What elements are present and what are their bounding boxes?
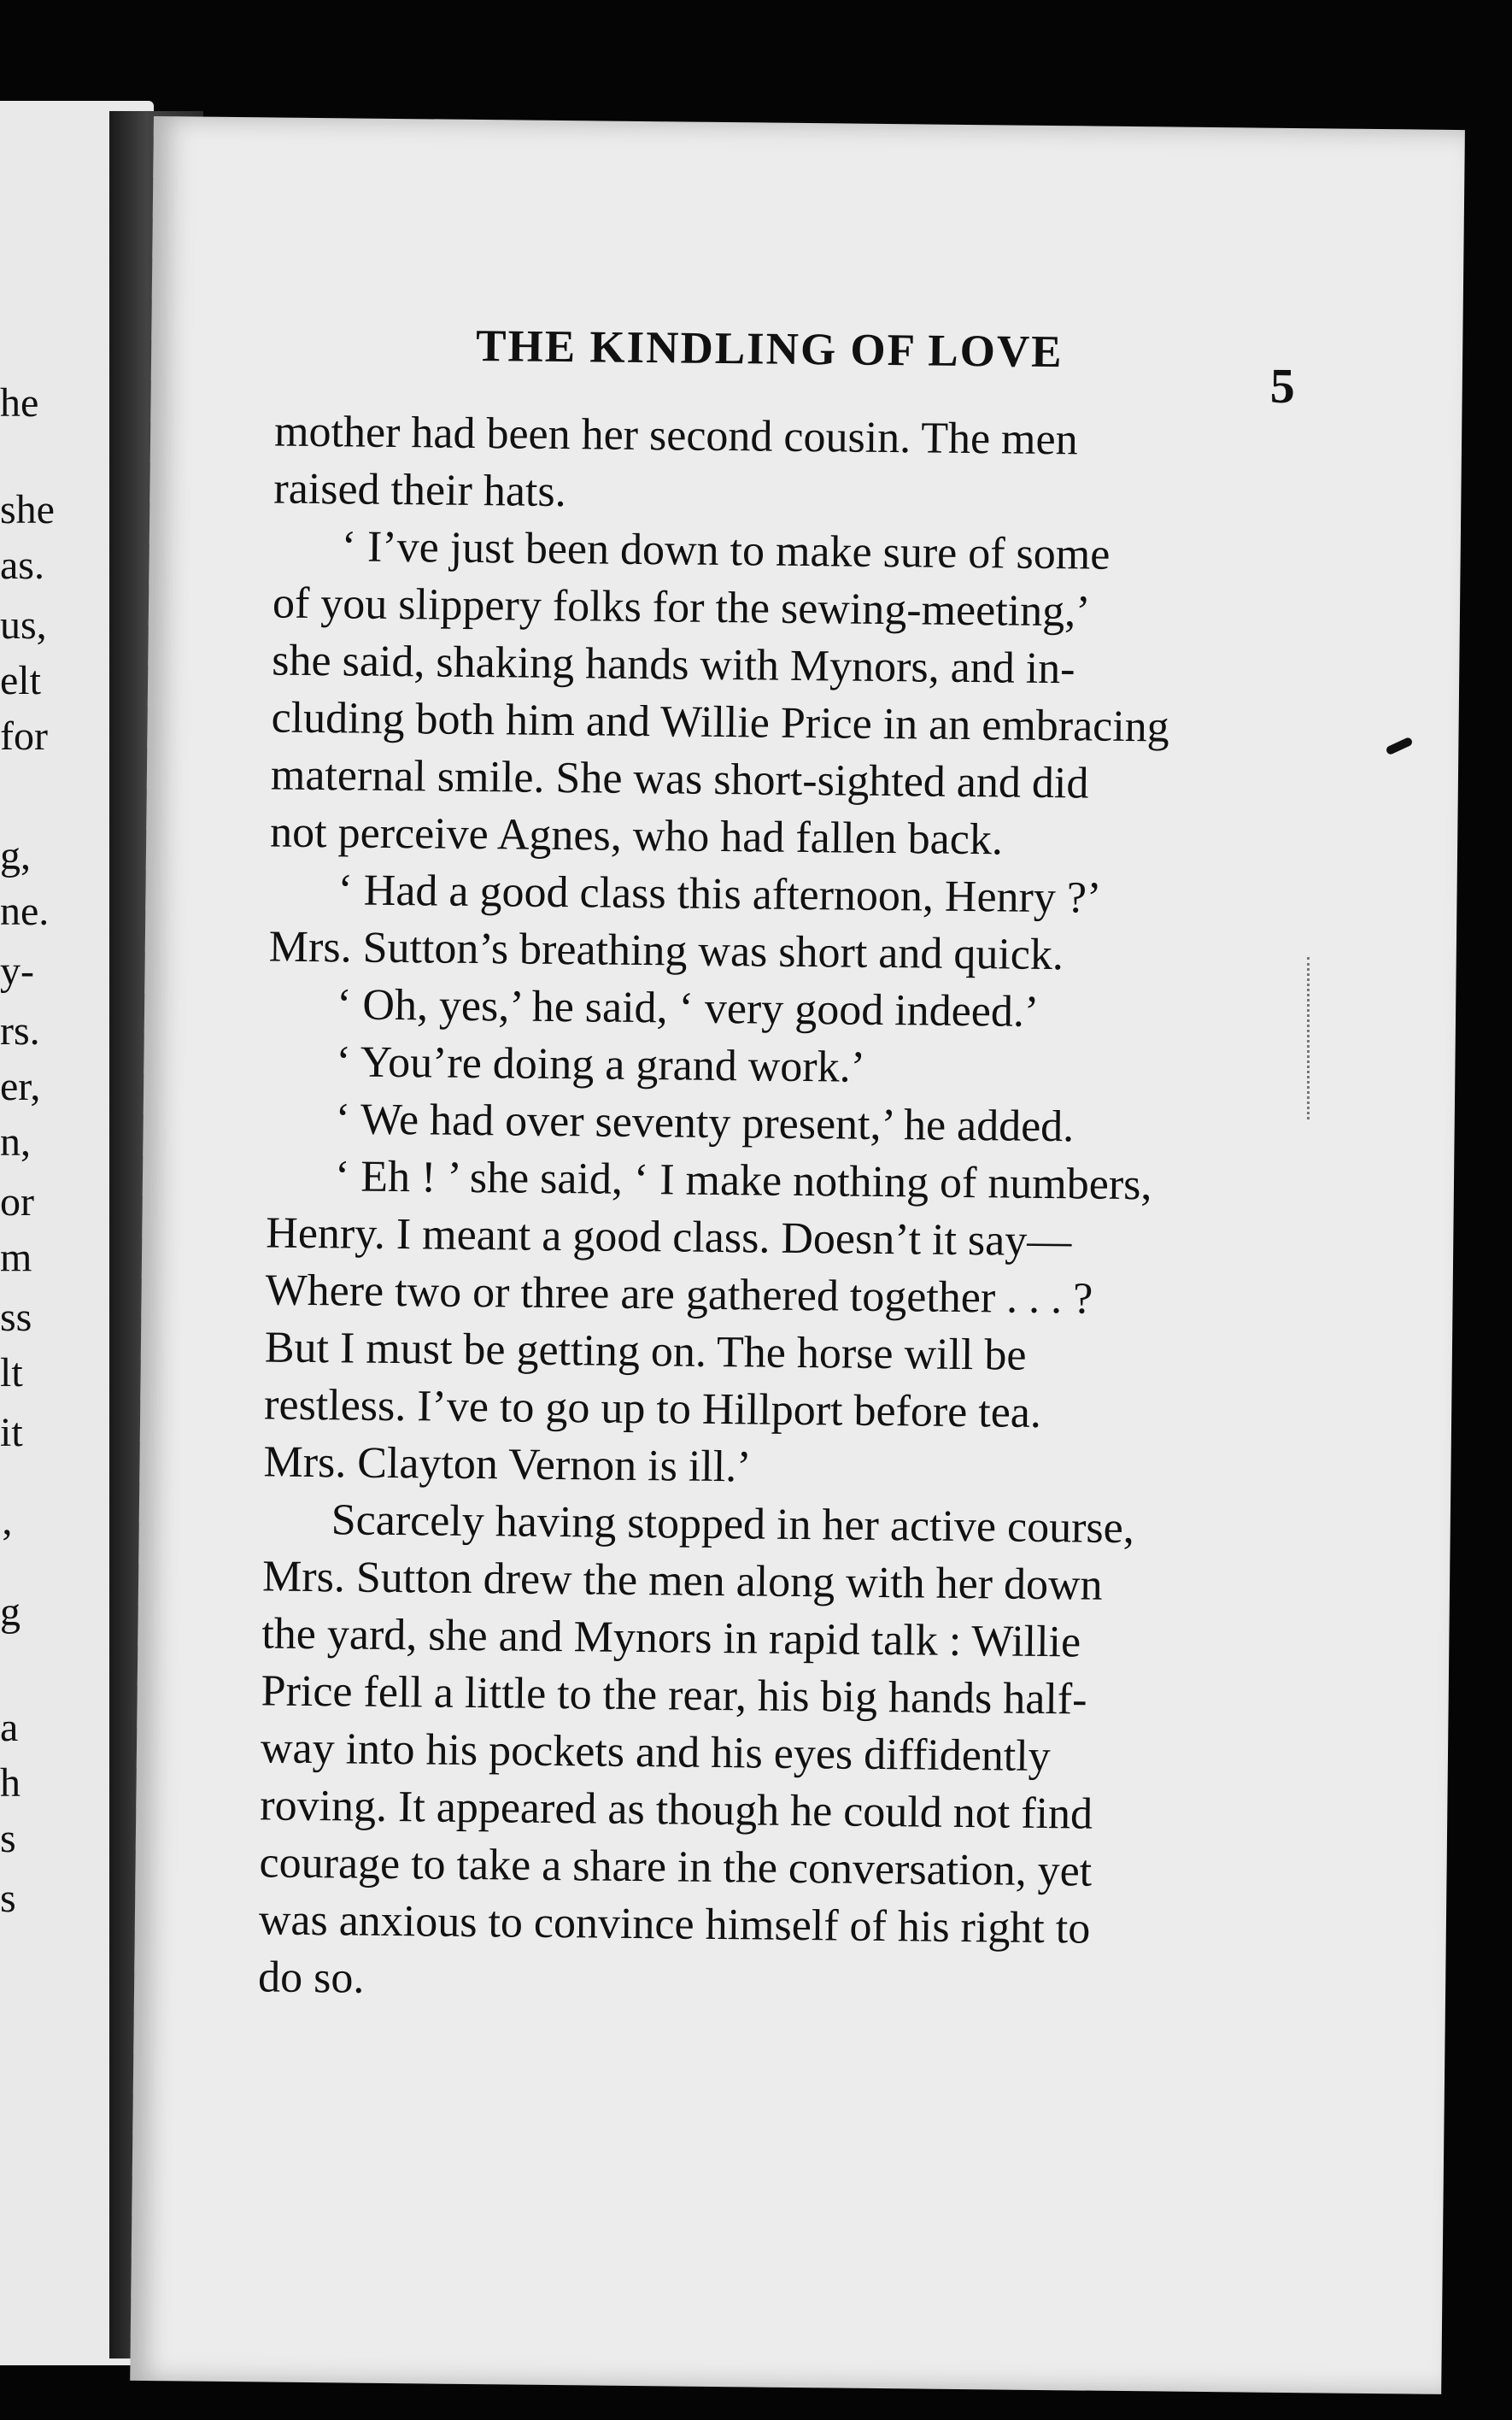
text-line: ‘ We had over seventy present,’ he added. [335,1095,1075,1152]
facing-page-fragment: it [0,1410,23,1455]
text-line: ‘ I’ve just been down to make sure of some [341,522,1111,579]
text-line: ‘ Eh ! ’ she said, ‘ I make nothing of numbers, [334,1152,1152,1210]
facing-page-fragment: s [0,1876,16,1921]
page-number: 5 [1269,357,1296,414]
facing-page-fragment: elt [0,658,41,703]
facing-page-fragment: a [0,1705,19,1750]
facing-page-fragment: rs. [0,1008,40,1054]
text-line: raised their hats. [273,464,566,517]
facing-page-fragment: h [0,1760,21,1806]
facing-page-fragment: lt [0,1350,23,1395]
text-line: do so. [257,1953,365,2003]
facing-page-fragment: she [0,487,55,532]
text-line: roving. It appeared as though he could not find [260,1781,1093,1839]
text-line: ‘ Oh, yes,’ he said, ‘ very good indeed.’ [336,980,1040,1037]
body-text [258,403,1283,2017]
facing-page-fragment: he [0,380,39,426]
book-page [130,116,1465,2394]
facing-page-fragment: n, [0,1119,31,1165]
text-line: was anxious to convince himself of his right to [258,1895,1091,1953]
facing-page-fragment: us, [0,602,47,648]
text-line: Scarcely having stopped in her active course, [331,1495,1135,1554]
text-line: of you slippery folks for the sewing-meeting,’ [272,579,1091,637]
facing-page-fragment: ’ [0,1521,14,1566]
text-line: way into his pockets and his eyes diffidently [260,1724,1052,1782]
facing-page-fragment: er, [0,1064,41,1109]
text-line: ‘ You’re doing a grand work.’ [336,1037,866,1092]
facing-page-fragment: g, [0,833,31,878]
text-line: Price fell a little to the rear, his big hands half- [261,1666,1087,1724]
text-line: Mrs. Sutton drew the men along with her down [261,1552,1103,1610]
facing-page-fragment: or [0,1179,34,1225]
text-line: Mrs. Sutton’s breathing was short and quick. [268,922,1064,980]
facing-page-fragment: as. [0,543,44,588]
facing-page-fragment: m [0,1235,32,1280]
page-speckles [1307,957,1313,1119]
text-line: the yard, she and Mynors in rapid talk : Willie [261,1609,1081,1667]
text-line: she said, shaking hands with Mynors, and in- [272,636,1075,694]
text-line: restless. I’ve to go up to Hillport before tea. [263,1380,1042,1437]
text-line: Mrs. Clayton Vernon is ill.’ [263,1437,752,1492]
facing-page-fragment: y- [0,949,34,994]
text-line: Henry. I meant a good class. Doesn’t it say— [266,1208,1072,1266]
facing-page-fragment: for [0,714,48,759]
facing-page-fragment: ne. [0,889,50,934]
facing-page-fragment: s [0,1816,16,1861]
text-line: courage to take a share in the conversation, yet [259,1838,1093,1896]
running-head: THE KINDLING OF LOVE [475,320,1064,378]
text-line: not perceive Agnes, who had fallen back. [269,808,1004,865]
text-line: maternal smile. She was short-sighted and did [270,750,1089,808]
text-line: cluding both him and Willie Price in an embracing [271,693,1170,752]
facing-page-fragment: ss [0,1295,32,1340]
text-line: mother had been her second cousin. The men [273,407,1078,465]
text-line: But I must be getting on. The horse will be [264,1323,1027,1380]
facing-page-fragment: g [0,1589,21,1635]
text-line: ‘ Had a good class this afternoon, Henry ?’ [337,866,1102,923]
text-line: Where two or three are gathered together . . . ? [265,1266,1093,1324]
